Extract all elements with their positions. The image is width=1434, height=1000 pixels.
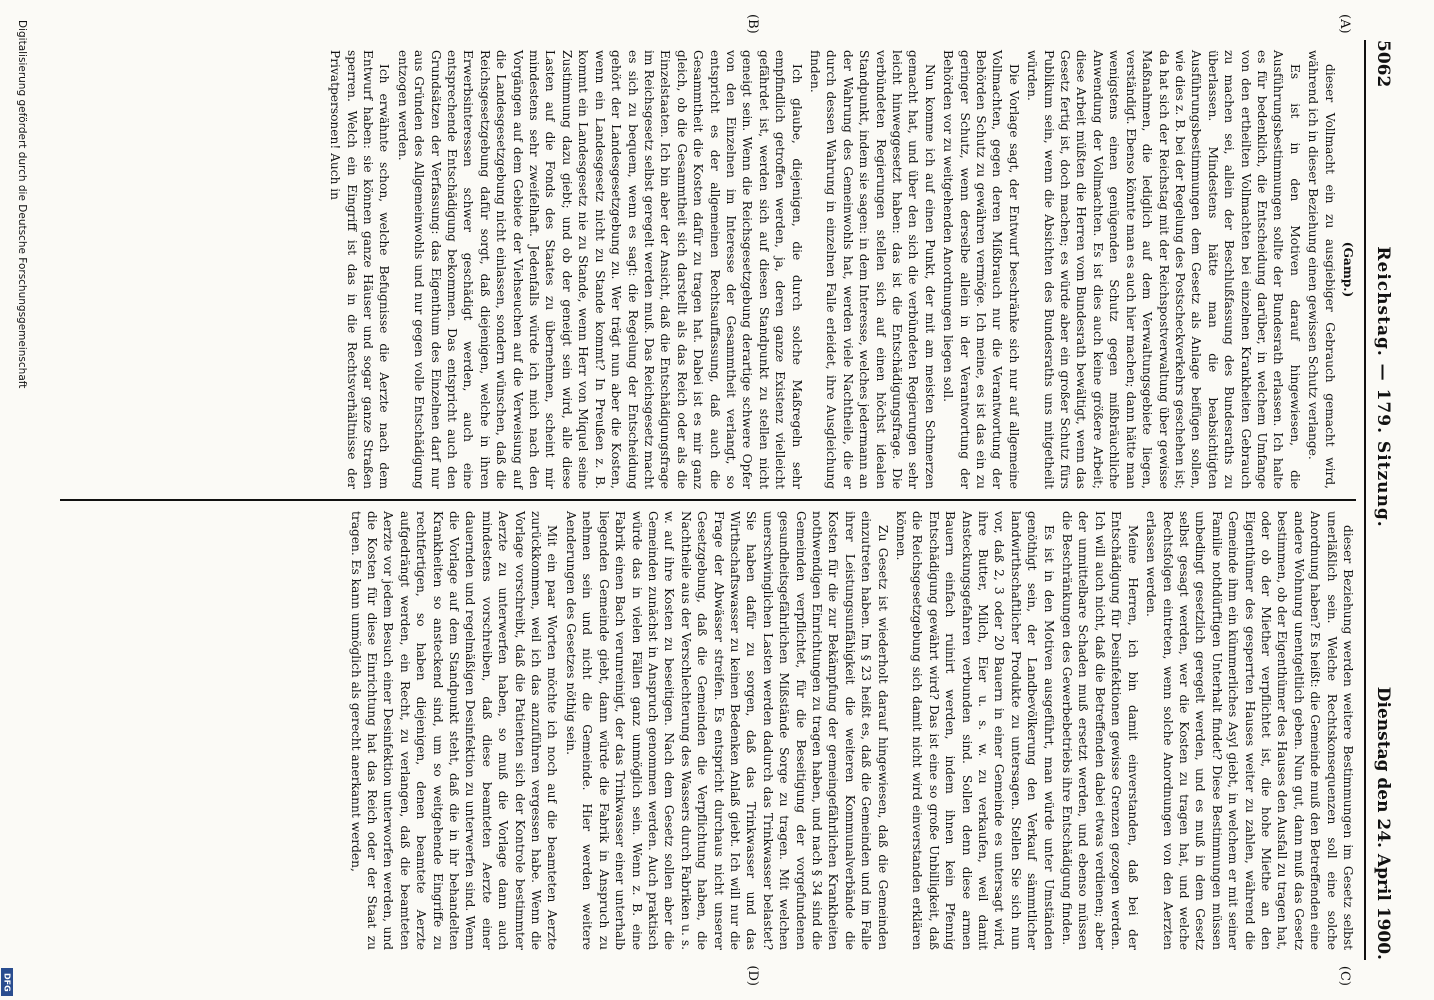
session-date: Dienstag den 24. April 1900. <box>1373 686 1393 960</box>
margin-marker-c: (C) <box>1337 965 1352 986</box>
paragraph: Die Vorlage sagt, der Entwurf beschränke sich nur auf allgemeine Vollmachten, gegen deren Mißbrauch nur die Verantwortung der Behörden Schutz zu gewähren vermöge. Ich meine, es ist das ein zu geringer Schutz, wenn derselbe allein in der Verantwortung der Behörden vor zu weitgehenden Anordnungen liegen soll. <box>941 50 1021 489</box>
paragraph: Es ist in den Motiven ausgeführt, man würde unter Umständen genöthigt sein, der Landbevölkerung den Verkauf sämmtlicher landwirthschaftlicher Produkte zu untersagen. Stellen Sie sich nun vor, daß 2, 3 oder 20 Bauern in einer Gemeinde es untersagt wird, ihre Butter, Milch, Eier u. s. w. zu verkaufen, weil damit Ansteckungsgefahren verbunden sind. Sollen denn diese armen Bauern einfach ruinirt werden, indem ihnen kein Pfennig Entschädigung gewährt wird? Das ist eine so große Unbilligkeit, daß die Reichsgesetzgebung sich damit nicht wird einverstanden erklären können. <box>894 511 1056 950</box>
margin-marker-b: (B) <box>745 14 760 34</box>
page-header <box>1364 40 1400 960</box>
text-columns <box>60 40 1356 960</box>
margin-marker-d: (D) <box>745 965 760 986</box>
paragraph: Es ist in den Motiven darauf hingewiesen, die Ausführungsbestimmungen sollte der Bundesrath erlassen. Ich halte es für bedenklich, die Entscheidung darüber, in welchem Umfange von den ertheilten Vollmachten bei einzelnen Krankheiten Gebrauch zu machen sei, allein der Beschlußfassung des Bundesraths zu überlassen. Mindestens hätte man die beabsichtigten Ausführungsbestimmungen dem Gesetz als Anlage beifügen sollen, wie dies z. B. bei der Regelung des Postscheckverkehrs geschehen ist; da hat sich der Reichstag mit der Reichspostverwaltung über gewisse Maßnahmen, die lediglich auf dem Verwaltungsgebiete liegen, verständigt. Ebenso könnte man es auch hier machen; dann hätte man wenigstens einen genügenden Schutz gegen mißbräuchliche Anwendung der Vollmachten. Es ist dies auch keine größere Arbeit; diese Arbeit müßten die Herren vom Bundesrath bewältigt, wenn das Gesetz fertig ist, doch machen; es würde aber ein großer Schutz fürs Publikum sein, wenn die Absichten des Bundesraths uns mitgetheilt würden. <box>1025 50 1302 489</box>
paragraph: dieser Beziehung werden weitere Bestimmungen im Gesetz selbst unerläßlich sein. Welche Rechtskonsequenzen soll eine solche Anordnung haben? Es heißt: die Gemeinde muß den Betreffenden eine andere Wohnung unentgeltlich geben. Nun gut, dann muß das Gesetz bestimmen, ob der Eigenthümer des Hauses den Ausfall zu tragen hat, oder ob der Miether verpflichtet ist, die hohe Miethe an den Eigenthümer des gesperrten Hauses weiter zu zahlen, während die Gemeinde ihm ein kümmerliches Asyl giebt, in welchem er mit seiner Familie nothdürftigen Unterhalt findet? Diese Bestimmungen müssen unbedingt gesetzlich geregelt werden, und es muß in dem Gesetz selbst gesagt werden, wer die Kosten zu tragen hat, und welche Rechtsfolgen eintreten, wenn solche Anordnungen von den Aerzten erlassen werden. <box>1144 511 1355 950</box>
paragraph: Ich glaube, diejenigen, die durch solche Maßregeln sehr empfindlich getroffen werden, ja, deren ganze Existenz vielleicht gefährdet ist, werden sich auf diesen Standpunkt zu stellen nicht geneigt sein. Wenn die Reichsgesetzgebung derartige schwere Opfer von den Einzelnen im Interesse der Gesammtheit verlangt, so entspricht es der allgemeinen Rechtsauffassung, daß auch die Gesammtheit die Kosten dafür zu tragen hat. Dabei ist es mir ganz gleich, ob die Gesammtheit sich darstellt als das Reich oder als die Einzelstaaten. Ich bin aber der Ansicht, daß die Entschädigungsfrage im Reichsgesetz selbst geregelt werden muß. Das Reichsgesetz macht es sich zu bequem, wenn es sagt: die Regelung der Entscheidung gehört der Landesgesetzgebung zu. Wer trägt nun aber die Kosten, wenn ein Landesgesetz nicht zu Stande kommt? In Preußen z. B. kommt ein Landesgesetz nie zu Stande, wenn Herr von Miquel seine Zustimmung dazu giebt; und ob der geneigt sein wird, alle diese Lasten auf die Fonds des Staates zu übernehmen, scheint mir mindestens sehr zweifelhaft. Jedenfalls würde ich mich nach den Vorgängen auf dem Gebiete der Viehseuchen auf die Verweisung auf die Landesgesetzgebung nicht einlassen, sondern wünschen, daß die Reichsgesetzgebung dafür sorgt, daß diejenigen, welche in ihren Erwerbsinteressen schwer geschädigt werden, auch eine entsprechende Entschädigung bekommen. Das entspricht auch den Grundsätzen der Verfassung: das Eigenthum des Einzelnen darf nur aus Gründen des Allgemeinwohls und nur gegen volle Entschädigung entzogen werden. <box>395 50 804 489</box>
paragraph: Nun komme ich auf einen Punkt, der mit am meisten Schmerzen gemacht hat, und über den sich die verbündeten Regierungen sehr leicht hinweggesetzt haben: das ist die Entschädigungsfrage. Die verbündeten Regierungen stellen sich auf einen höchst idealen Standpunkt, indem sie sagen: in dem Interesse, welches jedermann an der Wahrung des Gemeinwohls hat, werden viele Nachtheile, die er durch dessen Wahrung in einzelnen Falle erleidet, ihre Ausgleichung finden. <box>808 50 937 489</box>
digitization-footer <box>0 0 40 1000</box>
speaker-name: (Gamp.) <box>1341 241 1355 298</box>
rotated-page <box>60 14 1400 986</box>
page-number: 5062 <box>1373 40 1393 88</box>
paragraph: dieser Vollmacht ein zu ausgiebiger Gebrauch gemacht wird, während ich in dieser Beziehung einen gewissen Schutz verlange. <box>1306 50 1337 489</box>
right-column <box>60 501 1356 960</box>
paragraph: Meine Herren, ich bin damit einverstanden, daß bei der Entschädigung für Desinfektionen gewisse Grenzen gezogen werden. Ich will auch nicht, daß die Betreffenden dabei etwas verdienen; aber der unmittelbare Schaden muß ersetzt werden, und ebenso müssen die Beschränkungen des Gewerbebetriebs ihre Entschädigung finden. <box>1060 511 1140 950</box>
dfg-logo-icon: DFG <box>1 968 13 996</box>
page-title: Reichstag. — 179. Sitzung. <box>1373 246 1393 528</box>
paragraph: Ich erwähnte schon, welche Befugnisse die Aerzte nach dem Entwurf haben: sie können ganze Häuser und sogar ganze Straßen sperren. Welch ein Eingriff ist das in die Rechtsverhältnisse der Privatpersonen! Auch in <box>328 50 392 489</box>
margin-marker-a: (A) <box>1337 14 1352 34</box>
paragraph: Zu Gesetz ist wiederholt darauf hingewiesen, daß die Gemeinden einzutreten haben. Im § 23 heißt es, daß die Gemeinden und im Falle ihrer Leistungsunfähigkeit die weiteren Kommunalverbände die Kosten für die zur Bekämpfung der gemeingefährlichen Krankheiten nothwendigen Einrichtungen zu tragen haben, und nach § 34 sind die Gemeinden verpflichtet, für die Beseitigung der vorgefundenen gesundheitsgefährlichen Mißstände Sorge zu tragen. Mit welchen unerschwinglichen Lasten werden dadurch das Trinkwasser belastet? Sie haben dafür zu sorgen, daß das Trinkwasser und das Wirthschaftswasser zu keinen Bedenken Anlaß giebt. Ich will nur die Frage der Abwässer streifen. Es entspricht durchaus nicht unserer Gesetzgebung, daß die Gemeinden die Verpflichtung haben, die Nachtheile aus der Verschlechterung des Wassers durch Fabriken u. s. w. auf ihre Kosten zu beseitigen. Nach dem Gesetz sollen aber die Gemeinden zunächst in Anspruch genommen werden. Auch praktisch würde das in vielen Fällen ganz unmöglich sein. Wenn z. B. eine Fabrik einen Bach verunreinigt, der das Trinkwasser einer unterhalb liegenden Gemeinde giebt, dann würde die Fabrik in Anspruch zu nehmen sein und nicht die Gemeinde. Hier werden weitere Aenderungen des Gesetzes nöthig sein. <box>563 511 890 950</box>
footer-credit: Digitalisierung gefördert durch die Deutsche Forschungsgemeinschaft <box>16 20 28 389</box>
left-column <box>60 40 1356 499</box>
paragraph: Mit ein paar Worten möchte ich noch auf die beamteten Aerzte zurückkommen, weil ich das anzuführen vergessen habe. Wenn die Vorlage vorschreibt, daß die Patienten sich der Kontrole bestimmter Aerzte zu unterwerfen haben, so muß die Vorlage dann auch mindestens vorschreiben, daß diese beamteten Aerzte einer dauernden und regelmäßigen Desinfektion zu unterwerfen sind. Wenn die Vorlage auf dem Standpunkt steht, daß die in ihr behandelten Krankheiten so ansteckend sind, um so weitgehende Eingriffe zu rechtfertigen, so haben diejenigen, denen beamtete Aerzte aufgedrängt werden, ein Recht, zu verlangen, daß die beamteten Aerzte vor jedem Besuch einer Desinfektion unterworfen werden, und die Kosten für diese Einrichtung hat das Reich oder der Staat zu tragen. Es kann unmöglich als gerecht anerkannt werden, <box>348 511 560 950</box>
